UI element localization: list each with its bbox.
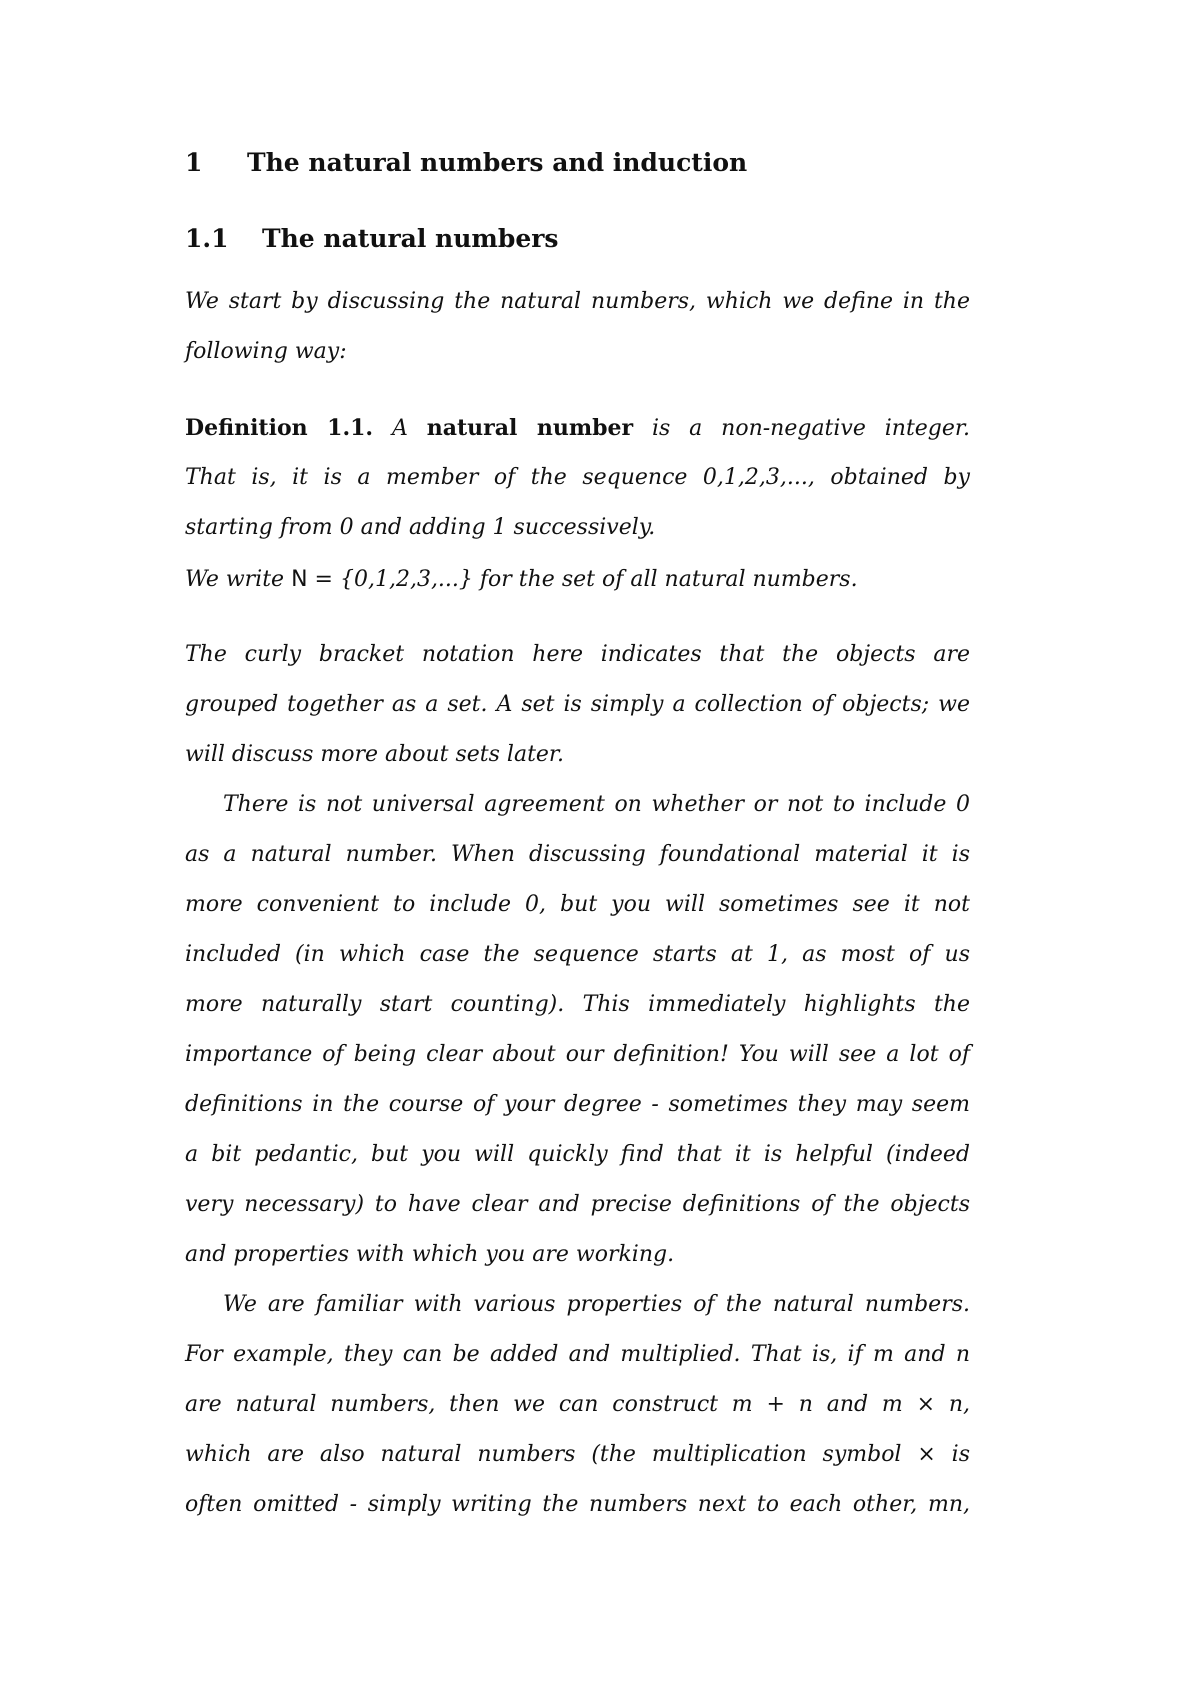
intro-paragraph	[185, 277, 970, 377]
paragraph-line: We are familiar with various properties of the natural numbers.	[223, 1292, 970, 1317]
subsection-number: 1.1	[185, 224, 229, 253]
intro-line-1: We start by discussing the natural numbers, which we define in the	[185, 289, 970, 314]
definition-line-2: That is, it is a member of the sequence 0,1,2,3,..., obtained by	[185, 465, 970, 490]
intro-line-2: following way:	[185, 339, 347, 364]
paragraph-line: will discuss more about sets later.	[185, 742, 565, 767]
paragraph-properties	[185, 1280, 970, 1530]
section-number: 1	[185, 148, 203, 177]
paragraph-line: more convenient to include 0, but you will sometimes see it not	[185, 892, 970, 917]
paragraph-curly-brackets	[185, 630, 970, 780]
paragraph-zero-agreement	[185, 780, 970, 1280]
paragraph-line: very necessary) to have clear and precise definitions of the objects	[185, 1192, 970, 1217]
we-write-text: We write	[185, 567, 285, 592]
paragraph-line: definitions in the course of your degree - sometimes they may seem	[185, 1092, 970, 1117]
paragraph-line: included (in which case the sequence starts at 1, as most of us	[185, 942, 970, 967]
paragraph-line: are natural numbers, then we can construct m + n and m × n,	[185, 1392, 970, 1417]
natural-numbers-symbol: N	[291, 567, 308, 592]
section-title: The natural numbers and induction	[247, 148, 748, 177]
paragraph-line: grouped together as a set. A set is simply a collection of objects; we	[185, 692, 970, 717]
section-heading	[185, 148, 748, 178]
set-notation-statement	[185, 555, 970, 605]
subsection-heading	[185, 224, 559, 254]
paragraph-line: which are also natural numbers (the multiplication symbol × is	[185, 1442, 970, 1467]
paragraph-line: The curly bracket notation here indicates that the objects are	[185, 642, 970, 667]
definition-block	[185, 403, 970, 553]
defined-term: natural number	[426, 415, 634, 441]
paragraph-line: often omitted - simply writing the numbers next to each other, mn,	[185, 1492, 970, 1517]
subsection-title: The natural numbers	[262, 224, 559, 253]
paragraph-line: and properties with which you are working.	[185, 1242, 675, 1267]
paragraph-line: more naturally start counting). This immediately highlights the	[185, 992, 970, 1017]
definition-line-3: starting from 0 and adding 1 successively.	[185, 515, 656, 540]
paragraph-line: as a natural number. When discussing foundational material it is	[185, 842, 970, 867]
set-definition-text: = {0,1,2,3,...} for the set of all natural numbers.	[314, 567, 858, 592]
paragraph-line: importance of being clear about our definition! You will see a lot of	[185, 1042, 970, 1067]
definition-text-1: is a non-negative integer.	[651, 416, 971, 441]
paragraph-line: a bit pedantic, but you will quickly find that it is helpful (indeed	[185, 1142, 970, 1167]
definition-line-4	[185, 555, 970, 605]
definition-line-1	[185, 403, 970, 453]
definition-label: Definition 1.1.	[185, 415, 374, 441]
definition-article: A	[391, 416, 408, 441]
paragraph-line: For example, they can be added and multiplied. That is, if m and n	[185, 1342, 970, 1367]
paragraph-line: There is not universal agreement on whether or not to include 0	[223, 792, 970, 817]
